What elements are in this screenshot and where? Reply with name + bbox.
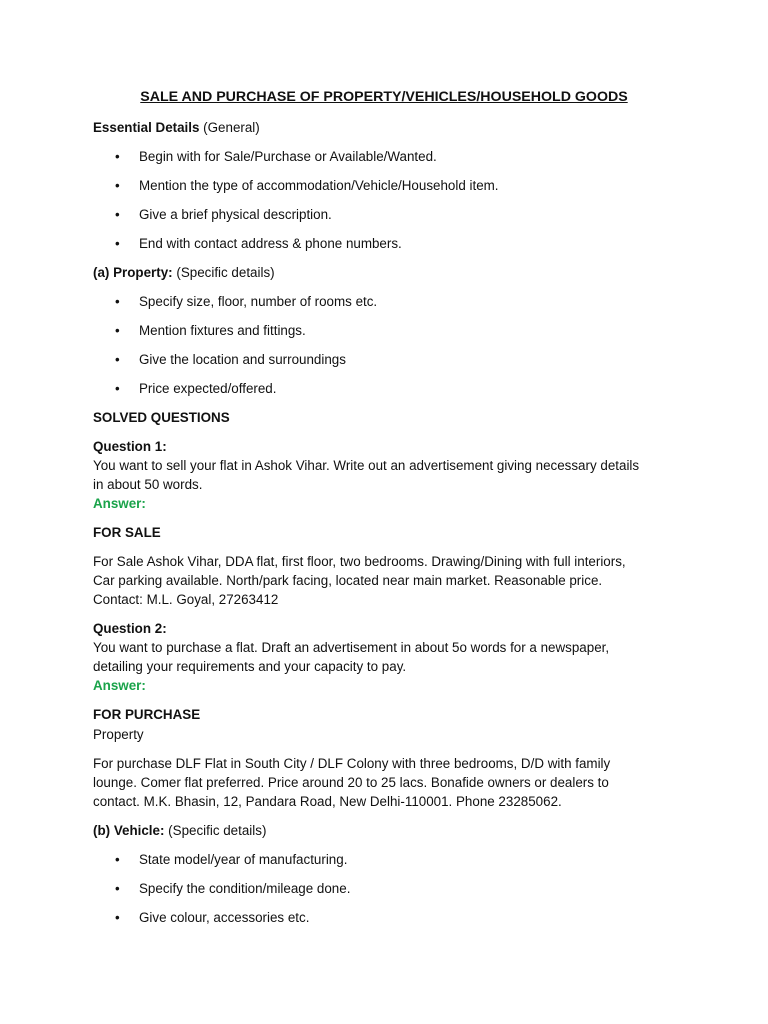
list-item: • Price expected/offered. bbox=[139, 379, 699, 399]
essential-details-label: Essential Details bbox=[93, 120, 200, 135]
vehicle-heading bbox=[93, 821, 683, 841]
essential-details-heading bbox=[93, 118, 683, 138]
for-sale-heading bbox=[93, 523, 683, 543]
answer-1-label: Answer: bbox=[93, 496, 146, 511]
list-item: • Give a brief physical description. bbox=[139, 205, 699, 225]
answer-2-text-line: contact. M.K. Bhasin, 12, Pandara Road, New Delhi-110001. Phone 23285062. bbox=[93, 794, 562, 809]
vehicle-label: (b) Vehicle: bbox=[93, 823, 165, 838]
question-2-title: Question 2: bbox=[93, 621, 167, 636]
for-purchase-heading bbox=[93, 705, 683, 725]
answer-2-label: Answer: bbox=[93, 678, 146, 693]
list-item: • Mention fixtures and fittings. bbox=[139, 321, 699, 341]
solved-questions-label: SOLVED QUESTIONS bbox=[93, 410, 230, 425]
solved-questions-heading bbox=[93, 408, 683, 428]
answer-2-text-line: lounge. Comer flat preferred. Price around 20 to 25 lacs. Bonafide owners or dealers to bbox=[93, 775, 609, 790]
answer-2-text-line: For purchase DLF Flat in South City / DLF Colony with three bedrooms, D/D with family bbox=[93, 756, 611, 771]
answer-1-text-line: Car parking available. North/park facing, located near main market. Reasonable price. bbox=[93, 573, 603, 588]
vehicle-note: (Specific details) bbox=[168, 823, 267, 838]
list-item: • Give colour, accessories etc. bbox=[139, 908, 699, 928]
list-item: • Mention the type of accommodation/Vehicle/Household item. bbox=[139, 176, 699, 196]
property-heading bbox=[93, 263, 683, 283]
list-item: • Give the location and surroundings bbox=[139, 350, 699, 370]
list-item: • Begin with for Sale/Purchase or Available/Wanted. bbox=[139, 147, 699, 167]
page-title: SALE AND PURCHASE OF PROPERTY/VEHICLES/HOUSEHOLD GOODS bbox=[140, 89, 628, 105]
for-sale-label: FOR SALE bbox=[93, 525, 161, 540]
question-2-text-line: detailing your requirements and your capacity to pay. bbox=[93, 659, 407, 674]
question-1-title: Question 1: bbox=[93, 439, 167, 454]
answer-1-text-line: Contact: M.L. Goyal, 27263412 bbox=[93, 592, 279, 607]
question-2-label bbox=[93, 619, 683, 639]
question-1-label bbox=[93, 437, 683, 457]
question-2-text-line: You want to purchase a flat. Draft an advertisement in about 5o words for a newspaper, bbox=[93, 640, 610, 655]
list-item: • End with contact address & phone numbers. bbox=[139, 234, 699, 254]
essential-details-note: (General) bbox=[203, 120, 260, 135]
property-label: (a) Property: bbox=[93, 265, 173, 280]
question-1-text-line: in about 50 words. bbox=[93, 477, 203, 492]
property-note: (Specific details) bbox=[176, 265, 275, 280]
list-item: • State model/year of manufacturing. bbox=[139, 850, 699, 870]
list-item: • Specify size, floor, number of rooms etc. bbox=[139, 292, 699, 312]
for-purchase-subheading: Property bbox=[93, 727, 144, 742]
for-purchase-label: FOR PURCHASE bbox=[93, 707, 201, 722]
answer-1-text-line: For Sale Ashok Vihar, DDA flat, first floor, two bedrooms. Drawing/Dining with full interiors, bbox=[93, 554, 626, 569]
question-1-text-line: You want to sell your flat in Ashok Vihar. Write out an advertisement giving necessary details bbox=[93, 458, 640, 473]
list-item: • Specify the condition/mileage done. bbox=[139, 879, 699, 899]
